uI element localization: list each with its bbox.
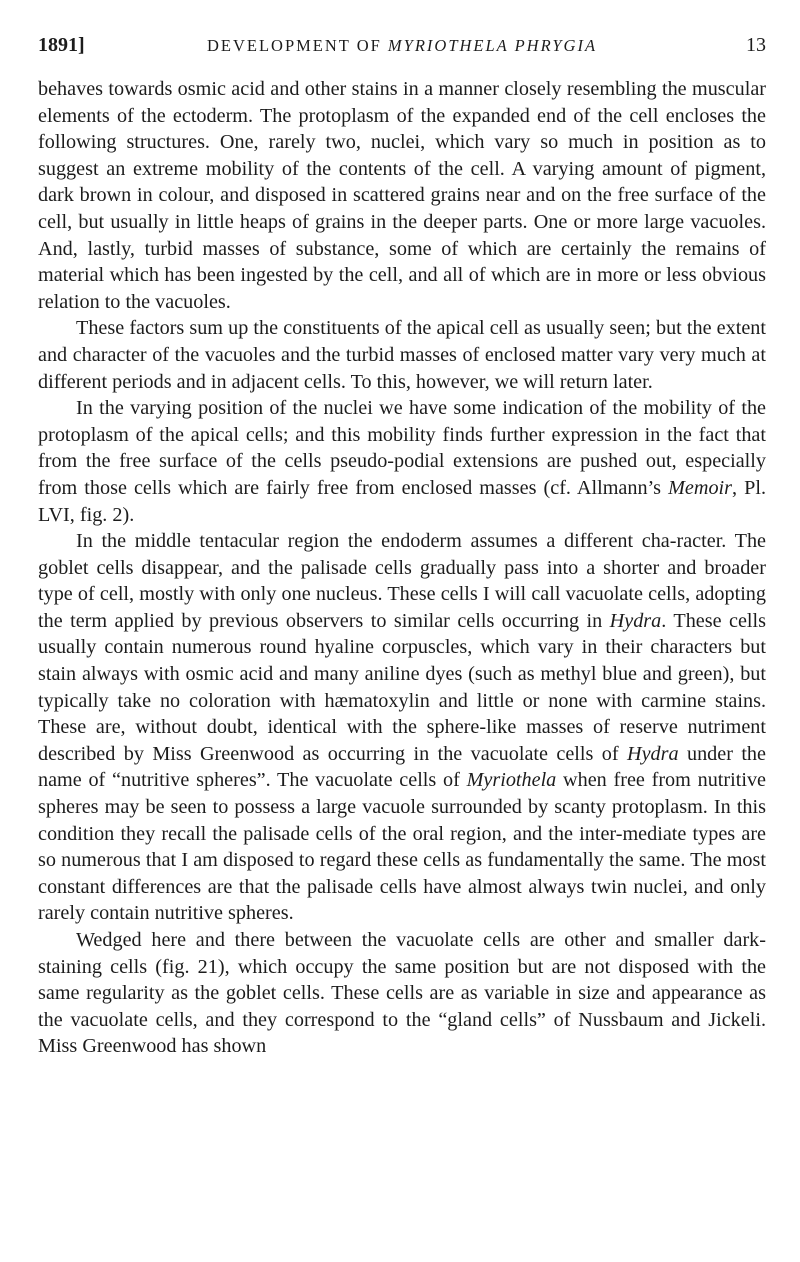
text-run: behaves towards osmic acid and other stains in a manner closely resembling the muscular elements of the ectoderm. The protoplasm of the expanded end of the cell encloses the following structures. One, rarely two, nuclei, which vary so much in position as to suggest an extreme mobility of the contents of the cell. A varying amount of pigment, dark brown in colour, and disposed in scattered grains near and on the free surface of the cell, but usually in little heaps of grains in the deeper parts. One or more large vacuoles. And, lastly, turbid masses of substance, some of which are certainly the remains of material which has been ingested by the cell, and all of which are in more or less obvious relation to the vacuoles. bbox=[38, 78, 766, 313]
paragraph-p2 bbox=[38, 315, 766, 395]
running-header bbox=[38, 34, 766, 64]
text-run: under the name of “nutritive spheres”. The vacuolate cells of bbox=[38, 742, 766, 792]
page-number: 13 bbox=[746, 34, 766, 56]
text-run: Wedged here and there between the vacuolate cells are other and smaller dark-staining cells (fig. 21), which occupy the same position but are not disposed with the same regularity as the goblet cells. These cells are as variable in size and appearance as the vacuolate cells, and they correspond to the “gland cells” of Nussbaum and Jickeli. Miss Greenwood has shown bbox=[38, 929, 766, 1058]
paragraph-p1 bbox=[38, 76, 766, 315]
italic-term: Hydra bbox=[609, 609, 662, 632]
header-title bbox=[38, 36, 766, 56]
text-run: , Pl. LVI, fig. 2). bbox=[38, 476, 767, 526]
italic-term: Hydra bbox=[626, 742, 679, 765]
text-run: These factors sum up the constituents of the apical cell as usually seen; but the extent and character of the vacuoles and the turbid masses of enclosed matter vary very much at different periods and in adjacent cells. To this, however, we will return later. bbox=[38, 317, 766, 393]
body-text bbox=[38, 76, 766, 1060]
italic-term: Myriothela bbox=[466, 769, 557, 792]
paragraph-p3 bbox=[38, 395, 766, 528]
italic-term: Memoir bbox=[668, 476, 733, 499]
text-run: . These cells usually contain numerous round hyaline corpuscles, which vary in their characters but stain always with osmic acid and many aniline dyes (such as methyl blue and green), but typically take no coloration with hæmatoxylin and little or none with carmine stains. These are, without doubt, identical with the sphere-like masses of reserve nutriment described by Miss Greenwood as occurring in the vacuolate cells of bbox=[38, 609, 766, 765]
text-run: when free from nutritive spheres may be seen to possess a large vacuole surrounded by scanty protoplasm. In this condition they recall the palisade cells of the oral region, and the inter-mediate types are so numerous that I am disposed to regard these cells as fundamentally the same. The most constant differences are that the palisade cells have almost always twin nuclei, and only rarely contain nutritive spheres. bbox=[38, 769, 766, 925]
paragraph-p4 bbox=[38, 528, 766, 927]
header-title-species: MYRIOTHELA PHRYGIA bbox=[387, 36, 598, 55]
header-title-prefix: DEVELOPMENT OF bbox=[206, 36, 382, 55]
text-run: In the varying position of the nuclei we have some indication of the mobility of the protoplasm of the apical cells; and this mobility finds further expression in the fact that from the free surface of the cells pseudo-podial extensions are pushed out, especially from those cells which are fairly free from enclosed masses (cf. Allmann’s bbox=[38, 397, 766, 499]
text-run: In the middle tentacular region the endoderm assumes a different cha-racter. The goblet cells disappear, and the palisade cells gradually pass into a shorter and broader type of cell, mostly with only one nucleus. These cells I will call vacuolate cells, adopting the term applied by previous observers to similar cells occurring in bbox=[38, 530, 766, 632]
header-year: 1891] bbox=[38, 34, 85, 56]
paragraph-p5 bbox=[38, 927, 766, 1060]
